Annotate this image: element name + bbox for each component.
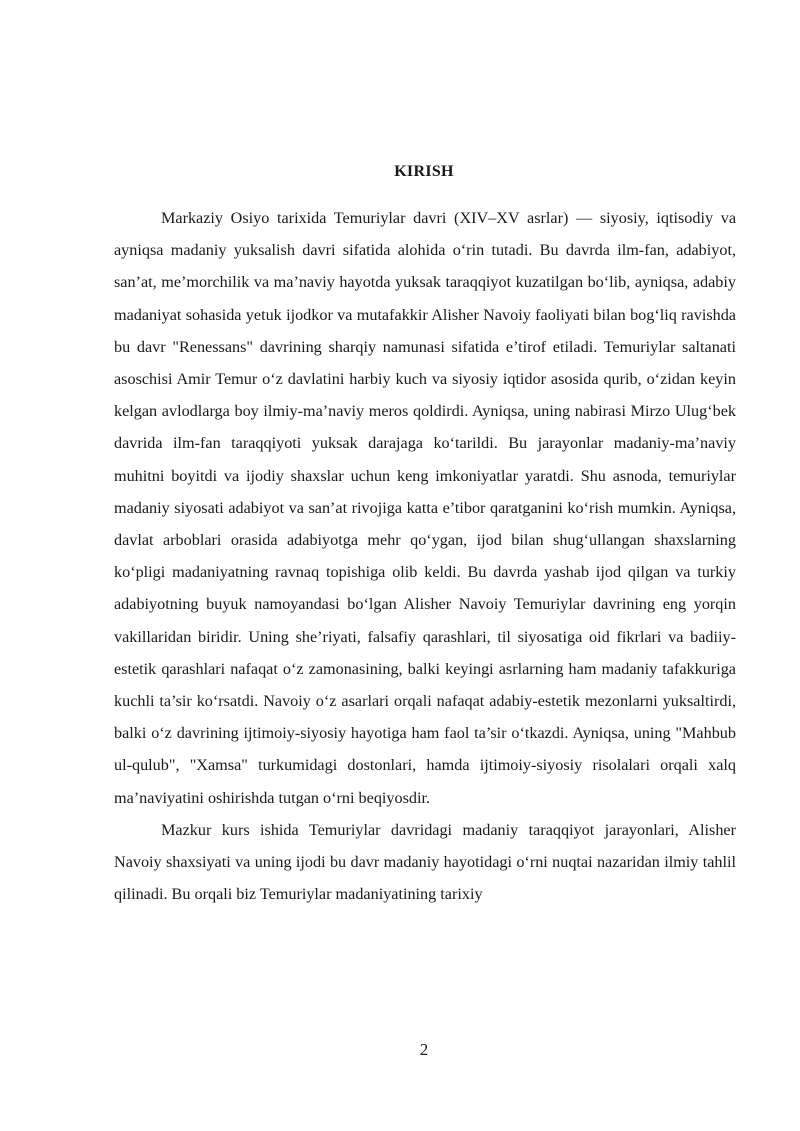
paragraph-intro: Markaziy Osiyo tarixida Temuriylar davri (XIV–XV asrlar) — siyosiy, iqtisodiy va ayniqsa madaniy yuksalish davri sifatida alohida o‘rin tutadi. Bu davrda ilm-fan, adabiyot, san’at, me’morchilik va ma’naviy hayotda yuksak taraqqiyot kuzatilgan bo‘lib, ayniqsa, adabiy madaniyat sohasida yetuk ijodkor va mutafakkir Alisher Navoiy faoliyati bilan bog‘liq ravishda bu davr "Renessans" davrining sharqiy namunasi sifatida e’tirof etiladi. Temuriylar saltanati asoschisi Amir Temur o‘z davlatini harbiy kuch va siyosiy iqtidor asosida qurib, o‘zidan keyin kelgan avlodlarga boy ilmiy-ma’naviy meros qoldirdi. Ayniqsa, uning nabirasi Mirzo Ulug‘bek davrida ilm-fan taraqqiyoti yuksak darajaga ko‘tarildi. Bu jarayonlar madaniy-ma’naviy muhitni boyitdi va ijodiy shaxslar uchun keng imkoniyatlar yaratdi. Shu asnoda, temuriylar madaniy siyosati adabiyot va san’at rivojiga katta e’tibor qaratganini ko‘rish mumkin. Ayniqsa, davlat arboblari orasida adabiyotga mehr qo‘ygan, ijod bilan shug‘ullangan shaxslarning ko‘pligi madaniyatning ravnaq topishiga olib keldi. Bu davrda yashab ijod qilgan va turkiy adabiyotning buyuk namoyandasi bo‘lgan Alisher Navoiy Temuriylar davrining eng yorqin vakillaridan biridir. Uning she’riyati, falsafiy qarashlari, til siyosatiga oid fikrlari va badiiy-estetik qarashlari nafaqat o‘z zamonasining, balki keyingi asrlarning ham madaniy tafakkuriga kuchli ta’sir ko‘rsatdi. Navoiy o‘z asarlari orqali nafaqat adabiy-estetik mezonlarni yuksaltirdi, balki o‘z davrining ijtimoiy-siyosiy hayotiga ham faol ta’sir o‘tkazdi. Ayniqsa, uning "Mahbub ul-qulub", "Xamsa" turkumidagi dostonlari, hamda ijtimoiy-siyosiy risolalari orqali xalq ma’naviyatini oshirishda tutgan o‘rni beqiyosdir. bbox=[114, 209, 736, 807]
body-text bbox=[114, 202, 736, 910]
section-heading: KIRISH bbox=[394, 163, 454, 180]
page-number: 2 bbox=[419, 1040, 429, 1059]
paragraph-course-work: Mazkur kurs ishida Temuriylar davridagi madaniy taraqqiyot jarayonlari, Alisher Navoiy shaxsiyati va uning ijodi bu davr madaniy hayotidagi o‘rni nuqtai nazaridan ilmiy tahlil qilinadi. Bu orqali biz Temuriylar madaniyatining tarixiy bbox=[114, 820, 736, 904]
